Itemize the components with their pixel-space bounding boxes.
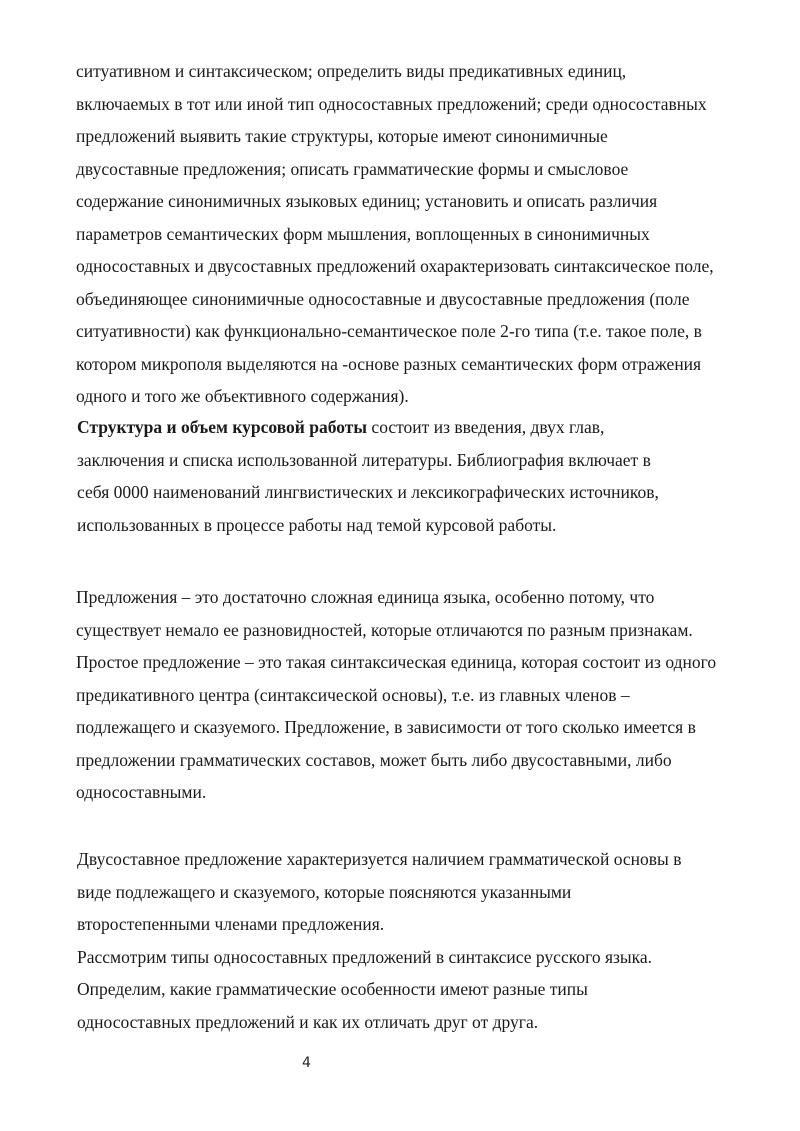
text-line: предикативного центра (синтаксической основы), т.е. из главных членов – xyxy=(76,684,630,705)
text-line: второстепенными членами предложения. xyxy=(77,914,385,934)
paragraph-sentence-definition xyxy=(76,581,776,809)
paragraph-objectives xyxy=(76,55,776,413)
text-line: себя 0000 наименований лингвистических и лексикографических источников, xyxy=(77,482,659,502)
text-line: Двусоставное предложение характеризуется наличием грамматической основы в xyxy=(77,849,682,869)
text-line: Определим, какие грамматические особенности имеют разные типы xyxy=(77,979,588,999)
page-number: 4 xyxy=(302,1055,311,1071)
text-line: Предложения – это достаточно сложная единица языка, особенно потому, что xyxy=(76,587,655,607)
text-line: предложений выявить такие структуры, которые имеют синонимичные xyxy=(76,126,608,146)
text-line: включаемых в тот или иной тип односоставных предложений; среди односоставных xyxy=(76,93,707,114)
text-line: содержание синонимичных языковых единиц; установить и описать различия xyxy=(76,191,658,211)
paragraph-structure xyxy=(77,411,777,541)
text-line: односоставных и двусоставных предложений охарактеризовать синтаксическое поле, xyxy=(76,256,714,276)
text-line: одного и того же объективного содержания). xyxy=(76,386,409,406)
text-line: существует немало ее разновидностей, которые отличаются по разным признакам. xyxy=(76,619,693,640)
text-line: ситуативности) как функционально-семантическое поле 2-го типа (т.е. такое поле, в xyxy=(76,321,702,341)
text-line: подлежащего и сказуемого. Предложение, в зависимости от того сколько имеется в xyxy=(76,717,696,737)
text-line: параметров семантических форм мышления, воплощенных в синонимичных xyxy=(76,223,650,244)
text-line: Рассмотрим типы односоставных предложений в синтаксисе русского языка. xyxy=(77,946,653,967)
text-line: предложении грамматических составов, может быть либо двусоставными, либо xyxy=(76,749,672,770)
text-line: заключения и списка использованной литературы. Библиография включает в xyxy=(77,449,651,470)
text-line: односоставных предложений и как их отличать друг от друга. xyxy=(77,1011,539,1032)
text-line: ситуативном и синтаксическом; определить виды предикативных единиц, xyxy=(76,61,627,81)
text-line: двусоставные предложения; описать грамматические формы и смысловое xyxy=(76,158,629,179)
text-line: объединяющее синонимичные односоставные и двусоставные предложения (поле xyxy=(76,288,690,309)
text-line: виде подлежащего и сказуемого, которые поясняются указанными xyxy=(77,881,572,902)
text-line xyxy=(77,411,777,444)
text-fragment: состоит из введения, двух глав, xyxy=(367,417,605,437)
text-line: котором микрополя выделяются на -основе разных семантических форм отражения xyxy=(76,353,702,374)
text-line: использованных в процессе работы над темой курсовой работы. xyxy=(77,514,557,535)
text-line: односоставными. xyxy=(76,782,207,802)
text-line: Простое предложение – это такая синтаксическая единица, которая состоит из одного xyxy=(76,652,717,672)
bold-lead-text: Структура и объем курсовой работы xyxy=(77,417,368,437)
paragraph-two-part-sentence xyxy=(77,843,777,1038)
